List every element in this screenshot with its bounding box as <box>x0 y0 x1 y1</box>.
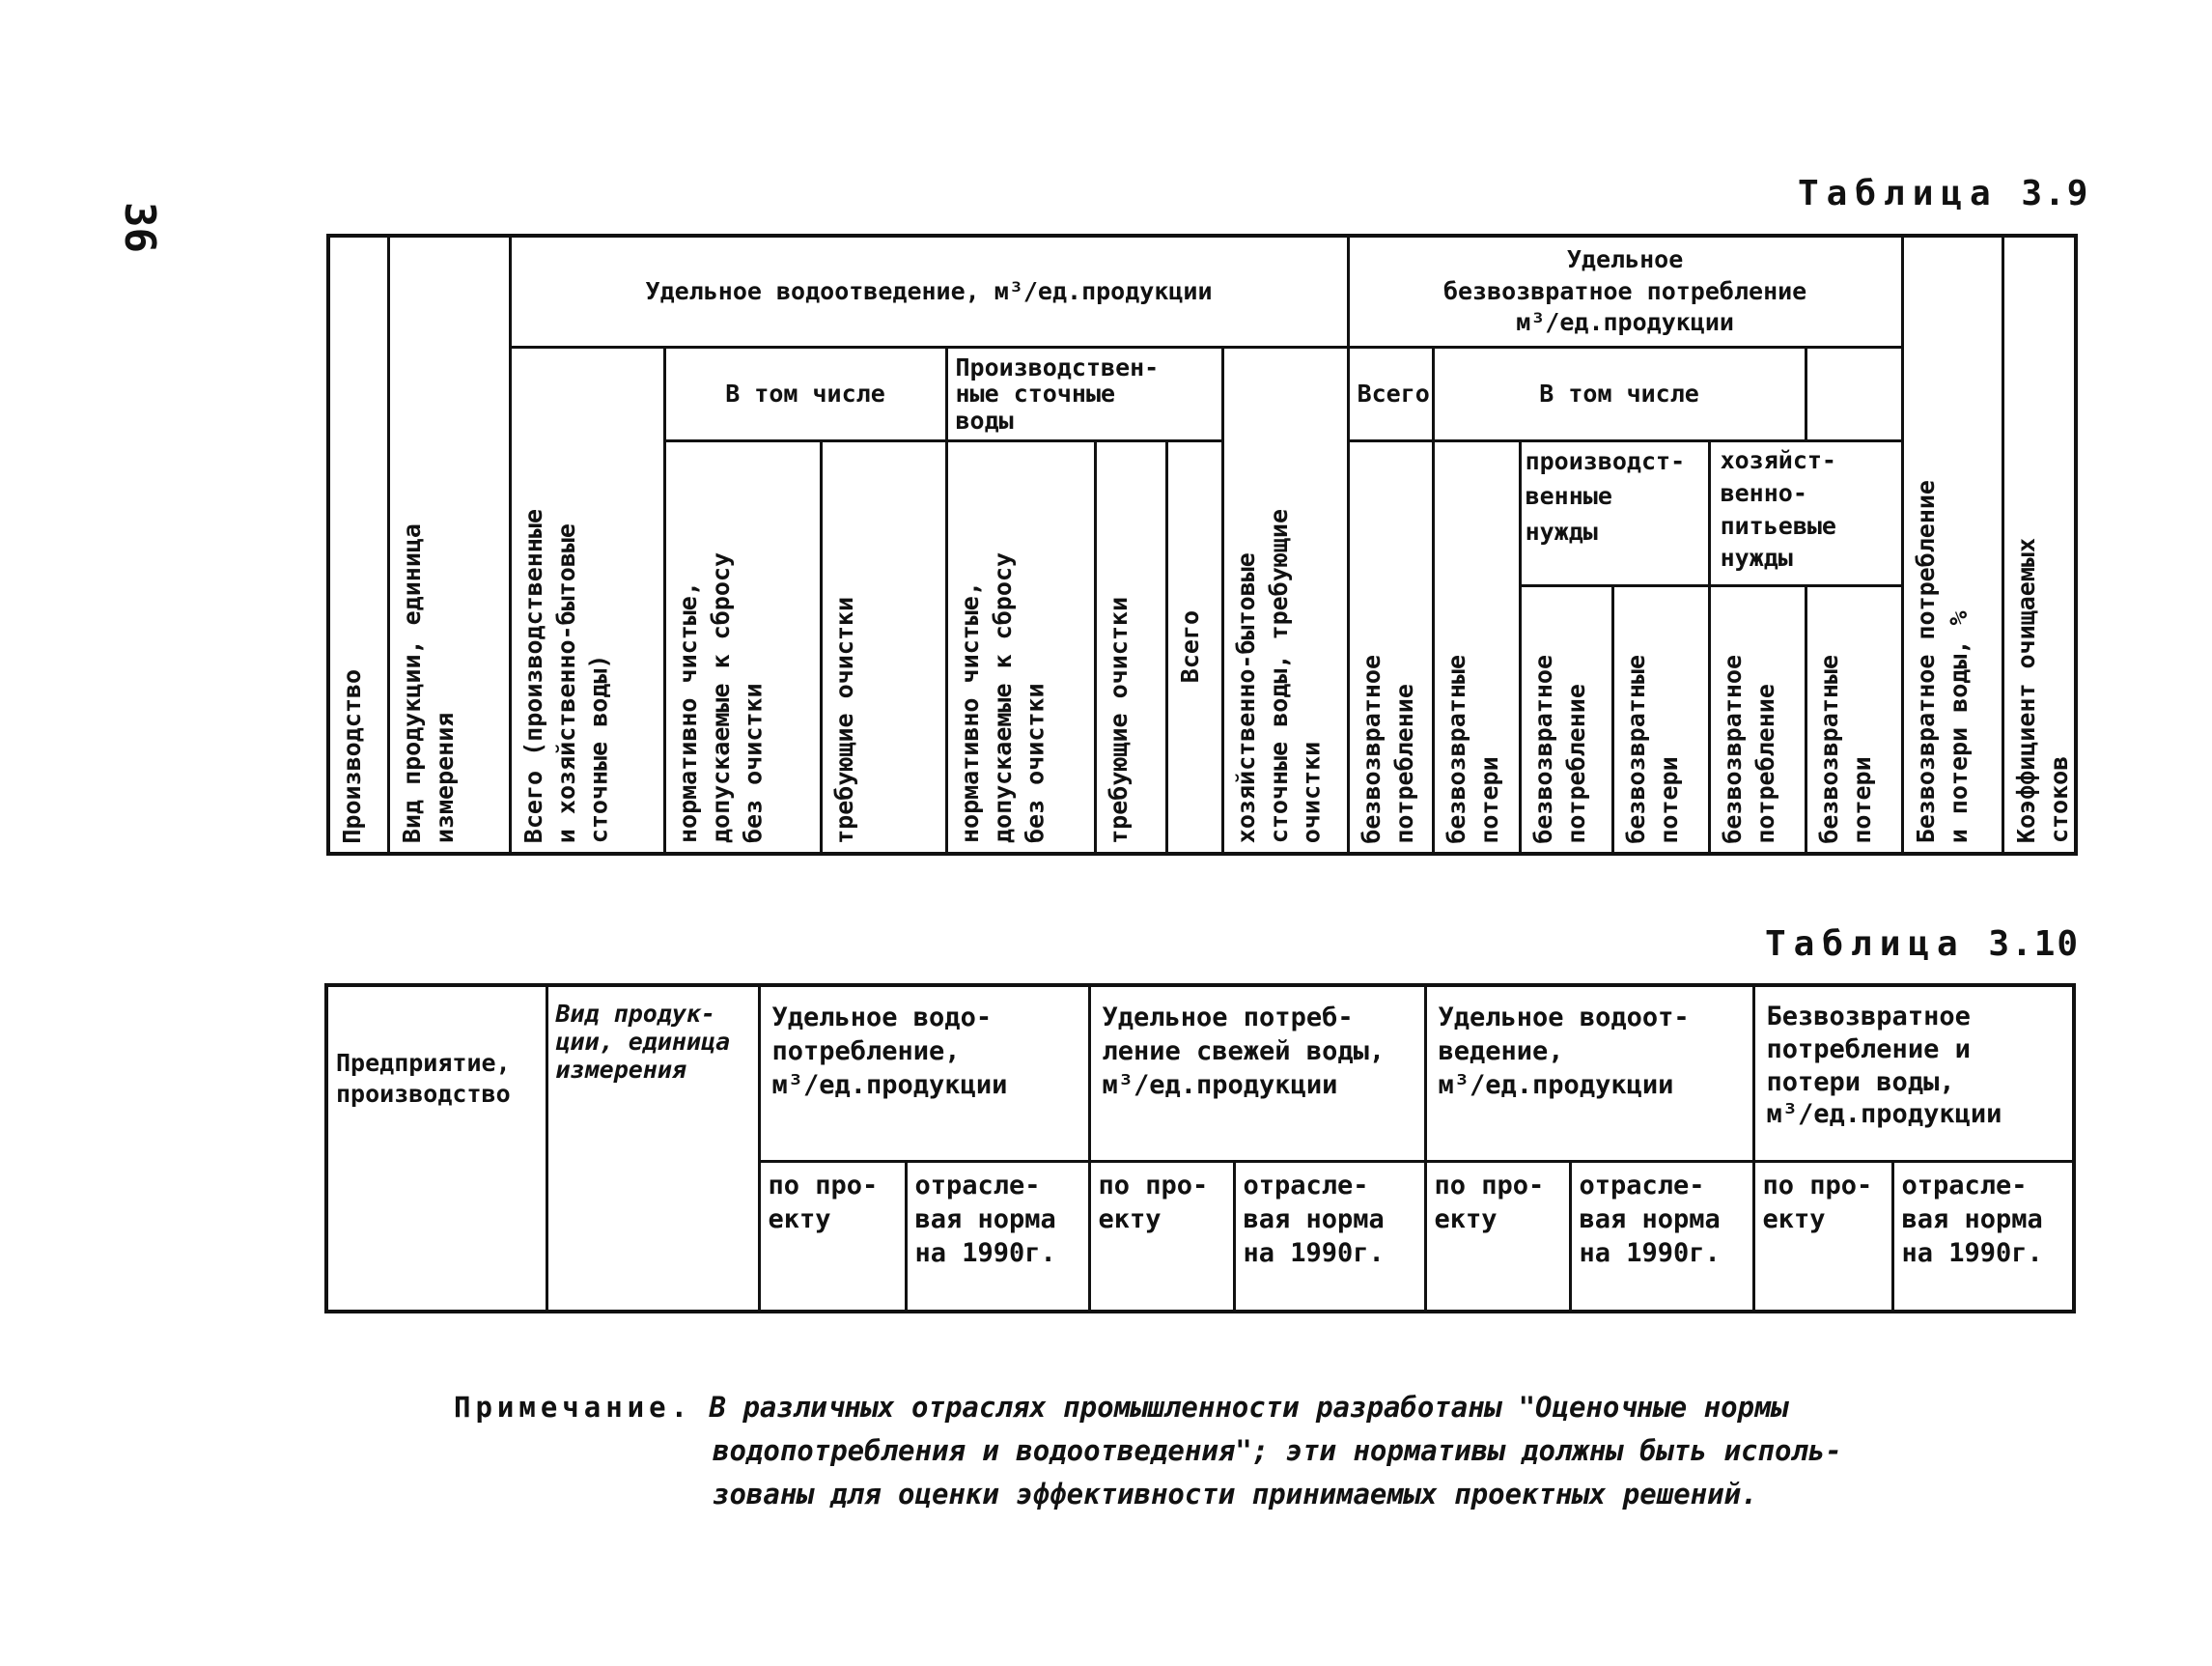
header-enterprise: Предприятие, производство <box>326 985 546 1312</box>
sub-project-1: по про- екту <box>759 1161 906 1312</box>
header-irrecoverable-losses: безвозвратные потери <box>1433 441 1520 854</box>
note-label: Примечание. <box>454 1391 693 1424</box>
header-hh-irr-losses: безвозвратные потери <box>1806 586 1902 854</box>
header-hh-irr-consumption: безвозвратное потребление <box>1709 586 1806 854</box>
sub-norm-1: отрасле- вая норма на 1990г. <box>906 1161 1089 1312</box>
header-ind-irr-consumption: безвозвратное потребление <box>1520 586 1612 854</box>
sub-norm-2: отрасле- вая норма на 1990г. <box>1234 1161 1425 1312</box>
table-3-9-caption-number: 3.9 <box>2021 174 2090 213</box>
table-3-9-caption-word: Таблица <box>1798 174 1999 213</box>
header-requiring-treatment: требующие очистки <box>821 441 946 854</box>
table-3-10-caption-word: Таблица <box>1765 924 1966 964</box>
header-ind-normative-clean: нормативно чистые, допускаемые к сбросу без очистки <box>946 441 1095 854</box>
note-line-1: В различных отраслях промышленности разработаны "Оценочные нормы <box>709 1391 1788 1424</box>
header-ind-total: Всего <box>1166 441 1222 854</box>
header-coefficient: Коэффициент очищаемых стоков <box>2002 236 2076 854</box>
table-3-10 <box>324 983 2076 1313</box>
table-3-10-caption <box>1765 924 2080 964</box>
header-ind-irr-losses: безвозвратные потери <box>1612 586 1709 854</box>
header-household-needs: хозяйст- венно- питьевые нужды <box>1709 441 1902 586</box>
header-total-wastewater: Всего (производственные и хозяйственно-бытовые сточные воды) <box>510 347 664 854</box>
header-product-type: Вид продукции, единица измерения <box>388 236 510 854</box>
header-water-disposal: Удельное водоот- ведение, м³/ед.продукции <box>1425 985 1753 1161</box>
header-irrecoverable: Удельное безвозвратное потребление м³/ед.продукции <box>1348 236 1902 347</box>
table-3-9-caption <box>1798 174 2089 213</box>
header-irrecoverable-consumption: безвозвратное потребление <box>1348 441 1433 854</box>
header-irrecoverable-including: В том числе <box>1433 347 1806 441</box>
header-irrecoverable-percent: Безвозвратное потребление и потери воды, % <box>1902 236 2002 854</box>
header-industrial-wastewater: Производствен- ные сточные воды <box>946 347 1222 441</box>
sub-project-2: по про- екту <box>1089 1161 1234 1312</box>
sub-norm-3: отрасле- вая норма на 1990г. <box>1570 1161 1753 1312</box>
header-product-type: Вид продук- ции, единица измерения <box>546 985 759 1312</box>
header-water-disposal: Удельное водоотведение, м³/ед.продукции <box>510 236 1348 347</box>
header-ind-requiring-treatment: требующие очистки <box>1095 441 1166 854</box>
note-rest: водопотребления и водоотведения"; эти нормативы должны быть исполь- зованы для оценки эффективности принимаемых проектных решений. <box>713 1433 1842 1511</box>
sub-project-3: по про- екту <box>1425 1161 1570 1312</box>
header-irrecoverable-total: Всего <box>1348 347 1433 441</box>
page-number: 36 <box>114 202 164 253</box>
header-household-wastewater: хозяйственно-бытовые сточные воды, требующие очистки <box>1222 347 1348 854</box>
header-fresh-water: Удельное потреб- ление свежей воды, м³/ед.продукции <box>1089 985 1425 1161</box>
note <box>454 1386 1883 1516</box>
header-industrial-needs: производст- венные нужды <box>1520 441 1709 586</box>
header-including: В том числе <box>664 347 946 441</box>
header-irrecoverable: Безвозвратное потребление и потери воды, м³/ед.продукции <box>1753 985 2074 1161</box>
sub-norm-4: отрасле- вая норма на 1990г. <box>1892 1161 2074 1312</box>
table-3-9 <box>326 234 2078 856</box>
header-production: Производство <box>328 236 388 854</box>
header-normative-clean: нормативно чистые, допускаемые к сбросу без очистки <box>664 441 821 854</box>
table-3-10-caption-number: 3.10 <box>1988 924 2081 964</box>
sub-project-4: по про- екту <box>1753 1161 1892 1312</box>
header-water-consumption: Удельное водо- потребление, м³/ед.продукции <box>759 985 1089 1161</box>
